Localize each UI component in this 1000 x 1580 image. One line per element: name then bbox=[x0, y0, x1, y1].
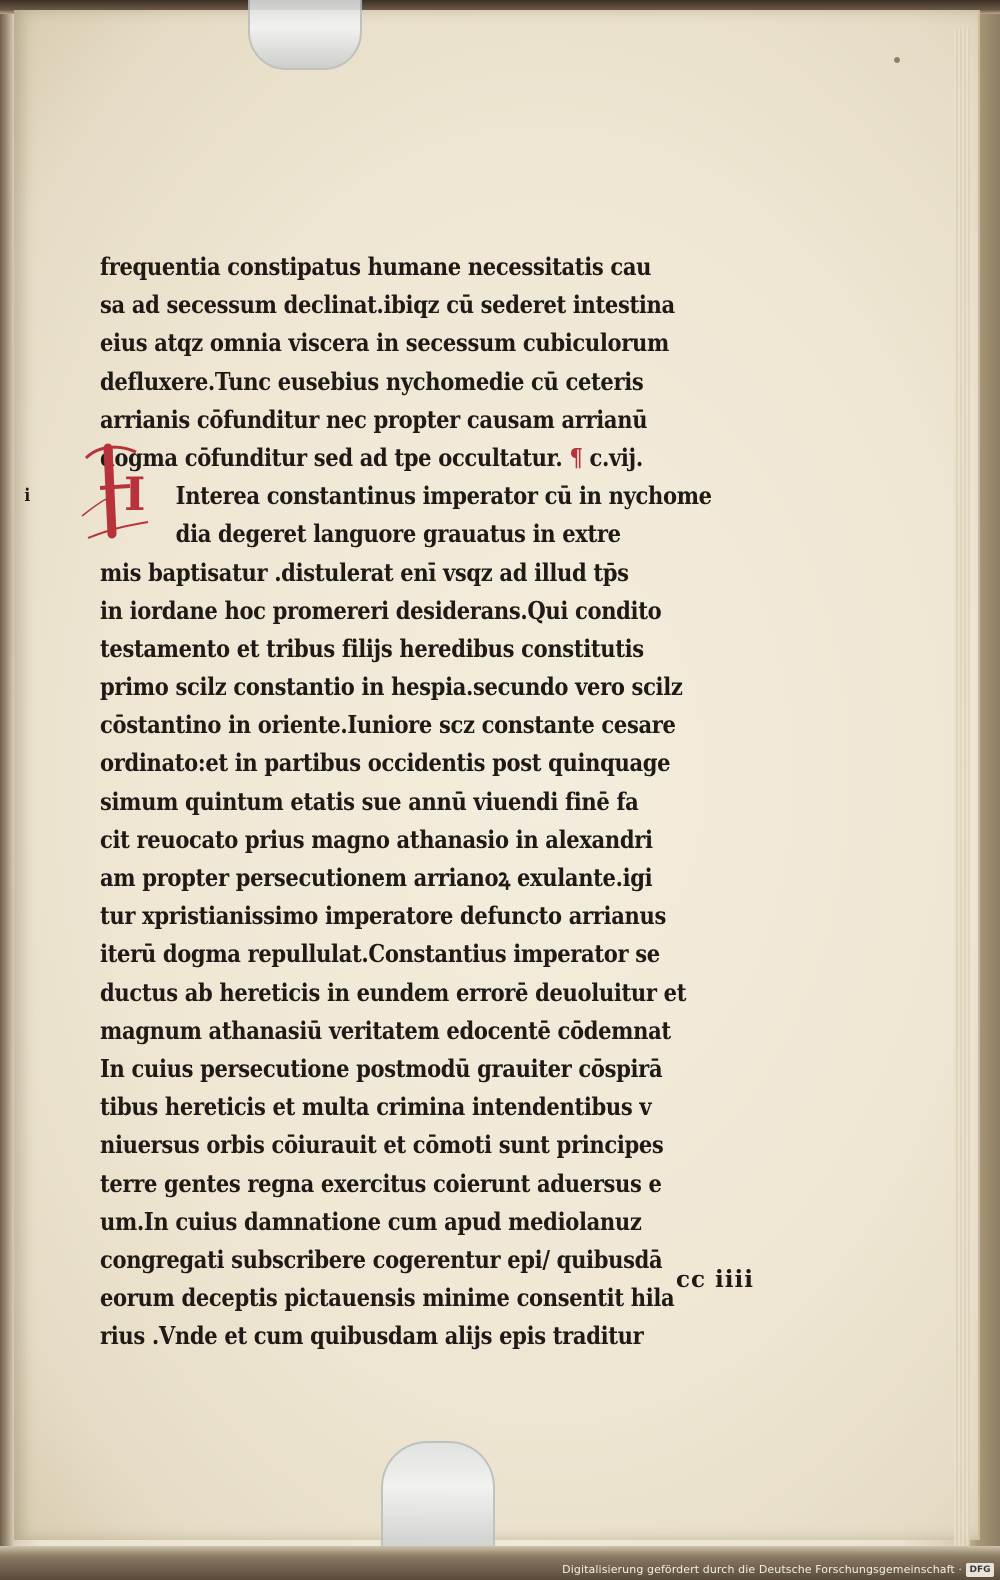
text-line: dia degeret languore grauatus in extre bbox=[175, 519, 621, 549]
text-line bbox=[24, 477, 712, 515]
text-line: niuersus orbis cōiurauit et cōmoti sunt principes bbox=[100, 1130, 664, 1160]
dfg-logo: DFG bbox=[966, 1563, 994, 1577]
text-line: congregati subscribere cogerentur epi/ quibusdā bbox=[100, 1244, 663, 1274]
text-column bbox=[24, 248, 780, 1355]
text-line: frequentia constipatus humane necessitatis cau bbox=[100, 252, 652, 281]
text-line: arrianis cōfunditur nec propter causam arrianū bbox=[100, 404, 648, 434]
text-line: dogma cōfunditur sed ad tpe occultatur. bbox=[100, 442, 563, 472]
text-line: eius atqz omnia viscera in secessum cubiculorum bbox=[100, 328, 669, 358]
initial-letter: I bbox=[124, 467, 146, 521]
paragraph-mark: ¶ bbox=[569, 442, 583, 472]
text-line-content: Interea constantinus imperator cū in nychome bbox=[175, 481, 712, 511]
text-line: terre gentes regna exercitus coierunt aduersus e bbox=[100, 1168, 662, 1198]
page-clip-top bbox=[248, 0, 362, 70]
digitization-credit: Digitalisierung gefördert durch die Deutsche Forschungsgemeinschaft · bbox=[562, 1563, 962, 1576]
text-line: defluxere.Tunc eusebius nychomedie cū ceteris bbox=[100, 366, 644, 396]
text-line-chapter bbox=[100, 439, 685, 477]
text-line: simum quintum etatis sue annū viuendi finē fa bbox=[100, 786, 639, 816]
paper-spot bbox=[894, 57, 900, 63]
text-line: am propter persecutionem arrianoꝝ exulante.igi bbox=[100, 863, 653, 892]
text-line: eorum deceptis pictauensis minime consentit hila bbox=[100, 1283, 675, 1313]
text-line: cit reuocato prius magno athanasio in alexandri bbox=[100, 824, 653, 854]
text-line: cōstantino in oriente.Iuniore scz constante cesare bbox=[100, 710, 676, 740]
text-line: um.In cuius damnatione cum apud mediolanuz bbox=[100, 1206, 642, 1236]
text-line: In cuius persecutione postmodū grauiter cōspirā bbox=[100, 1053, 663, 1083]
page-clip-bottom bbox=[381, 1441, 495, 1553]
text-line: in iordane hoc promereri desiderans.Qui condito bbox=[100, 595, 662, 625]
text-line: ordinato:et in partibus occidentis post quinquage bbox=[100, 748, 671, 778]
page-fore-edge bbox=[954, 28, 970, 1548]
text-line: tur xpristianissimo imperatore defuncto arrianus bbox=[100, 901, 666, 931]
text-line: magnum athanasiū veritatem edocentē cōdemnat bbox=[100, 1015, 671, 1045]
text-line: testamento et tribus filijs heredibus constitutis bbox=[100, 633, 644, 663]
text-line: tibus hereticis et multa crimina intendentibus v bbox=[100, 1092, 652, 1122]
text-line: mis baptisatur .distulerat enī vsqz ad illud tp̄s bbox=[100, 557, 629, 587]
text-line: iterū dogma repullulat.Constantius imperator se bbox=[100, 939, 660, 969]
text-line: rius .Vnde et cum quibusdam alijs epis traditur bbox=[100, 1321, 644, 1351]
text-line: sa ad secessum declinat.ibiqz cū sederet intestina bbox=[100, 290, 675, 320]
text-line: primo scilz constantio in hespia.secundo vero scilz bbox=[100, 672, 683, 702]
guide-letter: i bbox=[24, 485, 30, 507]
rubricated-initial bbox=[78, 438, 174, 548]
chapter-mark: c.vij. bbox=[589, 442, 643, 472]
text-line: ductus ab hereticis in eundem errorē deuoluitur et bbox=[100, 977, 687, 1007]
folio-number: cc iiii bbox=[676, 1266, 754, 1293]
